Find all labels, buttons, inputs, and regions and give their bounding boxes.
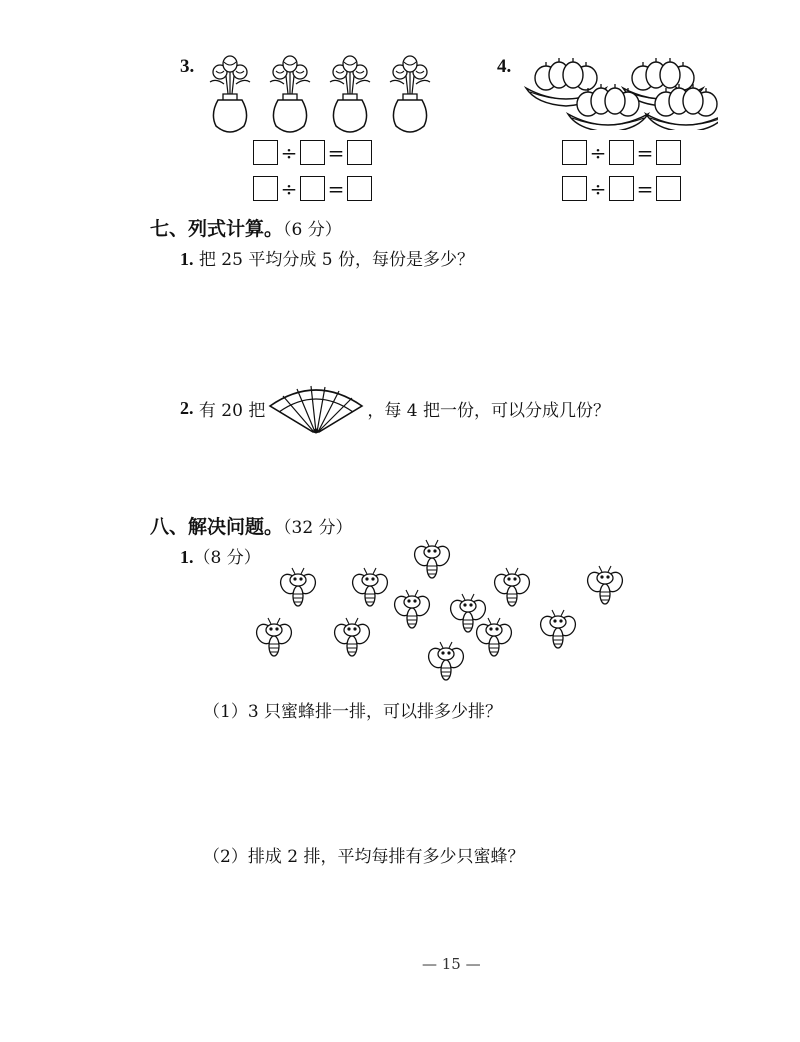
four-fruit-baskets-icon [518, 50, 718, 130]
question-text-pre: 有 20 把 [198, 400, 266, 421]
answer-box[interactable] [562, 176, 587, 201]
question-1 [180, 543, 261, 568]
divide-sign: ÷ [280, 176, 298, 201]
sub-question-1: （1）3 只蜜蜂排一排，可以排多少排？ [203, 702, 503, 722]
question-number: 2. [180, 397, 194, 418]
answer-box[interactable] [609, 140, 634, 165]
equals-sign: = [327, 140, 345, 165]
divide-sign: ÷ [589, 140, 607, 165]
question-text-post: ，每 4 把一份，可以分成几份？ [367, 400, 610, 421]
question-text: 把 25 平均分成 5 份，每份是多少？ [198, 250, 474, 270]
question-number: 1. [180, 249, 194, 269]
answer-box[interactable] [347, 176, 372, 201]
equals-sign: = [327, 176, 345, 201]
folding-fan-icon [267, 380, 365, 436]
answer-box[interactable] [347, 140, 372, 165]
sub-question-2: （2）排成 2 排，平均每排有多少只蜜蜂？ [203, 847, 525, 867]
divide-sign: ÷ [280, 140, 298, 165]
equals-sign: = [636, 176, 654, 201]
equals-sign: = [636, 140, 654, 165]
question-number: 1. [180, 547, 194, 567]
answer-box[interactable] [253, 140, 278, 165]
question-1 [180, 245, 474, 270]
page-number: — 15 — [422, 955, 481, 973]
section-title: 八、解决问题。 [150, 516, 284, 538]
divide-sign: ÷ [589, 176, 607, 201]
answer-box[interactable] [609, 176, 634, 201]
section-score: （32 分） [283, 518, 353, 538]
problem-number: 4. [497, 56, 512, 77]
four-flower-vases-icon [205, 52, 440, 134]
equation-row [253, 140, 372, 165]
question-2 [180, 380, 610, 436]
section-title: 七、列式计算。 [150, 218, 284, 240]
section-heading [150, 512, 353, 539]
problem-number: 3. [180, 56, 195, 77]
answer-box[interactable] [562, 140, 587, 165]
section-heading [150, 214, 342, 241]
answer-box[interactable] [253, 176, 278, 201]
equation-row [253, 176, 372, 201]
answer-box[interactable] [300, 176, 325, 201]
bees-icon [250, 538, 640, 688]
equation-row [562, 176, 681, 201]
answer-box[interactable] [656, 140, 681, 165]
answer-box[interactable] [300, 140, 325, 165]
question-score: （8 分） [193, 548, 261, 568]
section-score: （6 分） [283, 220, 342, 240]
equation-row [562, 140, 681, 165]
answer-box[interactable] [656, 176, 681, 201]
